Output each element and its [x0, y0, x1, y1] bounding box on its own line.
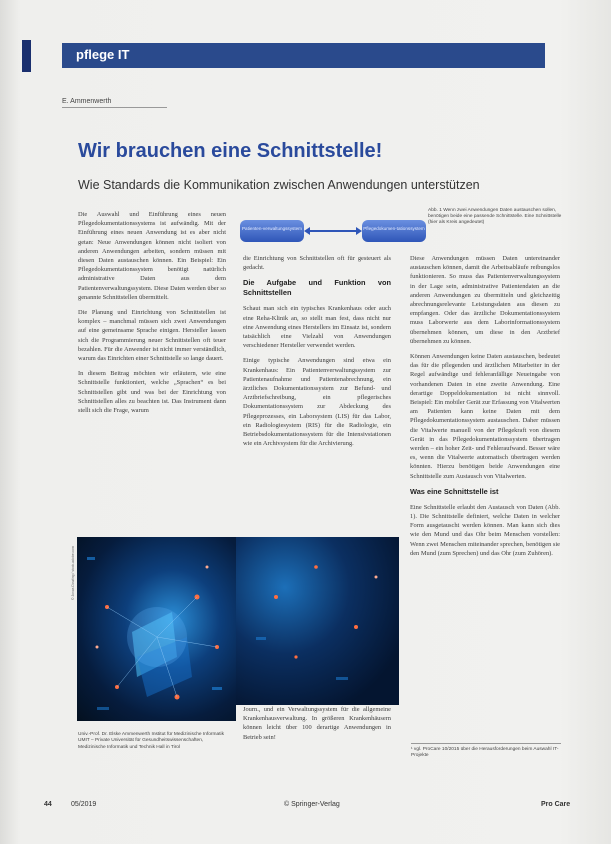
author-affiliation: Univ.-Prof. Dr. Elske Ammenwerth Institut für Medizinische Informatik UMIT – Private Universität für Gesundheitswissenschaften, Medizinische Informatik und Technik Hall in Tirol: [78, 732, 224, 750]
paragraph: Diese Anwendungen müssen Daten untereinander austauschen können, damit die Arbeitsabläufe reibungslos funktionieren. So muss das Patientenverwaltungssystem in der Lage sein, administrative Patientendaten an die anderen Anwendungen zu übermitteln und gleichzeitig abrechnungsrelevante Leistungsdaten aus diesen zu empfangen. Oder das ärztliche Dokumentationssystem muss Laborwerte aus dem Laborinformationssystem übernehmen können, um diese in den Arztbrief übernehmen zu können.: [410, 255, 560, 345]
footnote: ¹ vgl. ProCare 10/2015 über die Herausforderungen beim Auswahl IT-Projekte: [411, 743, 561, 759]
paragraph: Schaut man sich ein typisches Krankenhaus oder auch eine Reha-Klinik an, so stellt man fest, dass nicht nur eine Anwendung eines Herstellers im Einsatz ist, sondern tatsächlich eine Vielzahl von Anwendungen verschiedener Hersteller verwendet werden.: [243, 305, 391, 350]
paragraph: In diesem Beitrag möchten wir erläutern, wie eine Schnittstelle funktioniert, welche „Sprachen“ es bei Schnittstellen gibt und was bei der Einrichtung von Schnittstellen alles zu beachten ist. Das Instrument dann stellt sich die Frage, warum: [78, 370, 226, 415]
paragraph: Die Planung und Einrichtung von Schnittstellen ist komplex – manchmal müssen sich zwei Anwendungen auf eine gemeinsame Sprache einigen. Hersteller lassen sich die Programmierung neuer Schnittstellen oft teuer bezahlen. Für die Anwender ist nicht immer verständlich, warum das Einrichten einer Schnittstelle so lange dauert.: [78, 309, 226, 363]
interface-diagram: [236, 212, 432, 248]
paragraph: die Einrichtung von Schnittstellen oft für gesteuert als gedacht.: [243, 255, 391, 272]
diagram-node-care-docs: Pflegedokumen-tationssystem: [362, 220, 426, 242]
figure-caption: Abb. 1 Wenn zwei Anwendungen Daten austauschen sollen, benötigen beide eine passende Schnittstelle. Eine Schnittstelle (hier als Kreis angedeutet): [428, 208, 562, 225]
publisher: © Springer-Verlag: [284, 801, 340, 808]
section-title: pflege IT: [76, 47, 130, 62]
article-photo: [77, 537, 236, 721]
article-title: Wir brauchen eine Schnittstelle!: [78, 140, 383, 162]
journal-name: Pro Care: [541, 801, 571, 808]
paragraph: Die Auswahl und Einführung eines neuen Pflegedokumentationssystems ist aufwändig. Mit der Einführung eines neuen Anwendung ist es aber nicht getan: Neue Anwendungen können nicht isoliert von anderen Anwendungen arbeiten, sondern müssen mit diesen Daten austauschen können. Ein Beispiel: Ein Pflegedokumentationssystem benötigt natürlich administrative Daten aus dem Patientenverwaltungssystem. Diese Daten werden über so genannte Schnittstellen übermittelt.: [78, 211, 227, 301]
network-illustration-extension: [236, 537, 399, 705]
paragraph: Eine Schnittstelle erlaubt den Austausch von Daten (Abb. 1). Die Schnittstelle definiert, welche Daten in welcher Form ausgetauscht werden können. Man kann sich dies wie den Mund und das Ohr beim Menschen vorstellen: Wenn zwei Menschen miteinander sprechen, benötigen sie den Mund (zum Sprechen) und das Ohr (zum Zuhören).: [410, 503, 560, 557]
paragraph: Einige typische Anwendungen sind etwa ein Krankenhaus: Ein Patientenverwaltungssystem zur Patientenaufnahme und Patientenabrechnung, ein ärztliches Dokumentationssystem zur Befund- und Arztbriefschreibung, ein pflegerisches Dokumentationssystem zur Abdeckung des Pflegeprozesses, ein Laborsystem (LIS) für das Labor, ein Radiologiesystem (RIS) für die Radiologie, ein Betriebsdokumentationssystem für die Intensivstationen wie ein Archivsystem für die Archivierung.: [243, 357, 391, 448]
section-marker: [22, 40, 31, 72]
issue-number: 05/2019: [71, 801, 97, 808]
column-3: [410, 254, 560, 564]
section-heading: Was eine Schnittstelle ist: [410, 486, 499, 496]
section-heading: Die Aufgabe und Funktion von Schnittstellen: [243, 278, 391, 298]
author-line: E. Ammenwerth: [62, 98, 167, 108]
column-2: [243, 254, 391, 454]
column-2-continued: Journ., und ein Verwaltungssystem für die allgemeine Krankenhausverwaltung. In größeren Krankenhäusern können leicht über 100 derartige Anwendungen in Betrieb sein!: [243, 706, 391, 741]
section-band: [62, 43, 545, 68]
paragraph: Können Anwendungen keine Daten austauschen, bedeutet das für die pflegenden und ärztlichen Mitarbeiter in der Regel aufwändige und fehleranfällige Neueingabe von vorhandenen Daten in eine zweite Anwendung. Eine derartige Doppeldokumentation ist nicht sinnvoll. Beispiel: Ein mobiler Gerät zur Erfassung von Vitalwerten am Patienten kann keine Daten mit dem Pflegedokumentationssystem austauschen. Daher müssen die Vitalwerte manuell von der Pflegekraft von diesem Gerät in das Pflegedokumentationssystem übertragen werden – ein hoher Zeit- und Fehleraufwand. Besser wäre es, wenn die Vitalwerte automatisch übertragen werden könnten. Hierzu benötigen beide Anwendungen eine Schnittstelle zum Austausch von Vitalwerten.: [410, 353, 560, 480]
page-number: 44: [44, 801, 52, 808]
network-illustration: [77, 537, 236, 721]
diagram-arrow-line: [306, 230, 360, 232]
column-1: [78, 210, 226, 421]
photo-credit: © Jonas Dowling / stock.adobe.com: [71, 546, 75, 600]
article-photo-extension: [236, 537, 399, 705]
diagram-node-patient-admin: Patienten-verwaltungssystem: [240, 220, 304, 242]
article-subtitle: Wie Standards die Kommunikation zwischen Anwendungen unterstützen: [78, 178, 480, 192]
arrow-left-icon: [304, 227, 310, 235]
